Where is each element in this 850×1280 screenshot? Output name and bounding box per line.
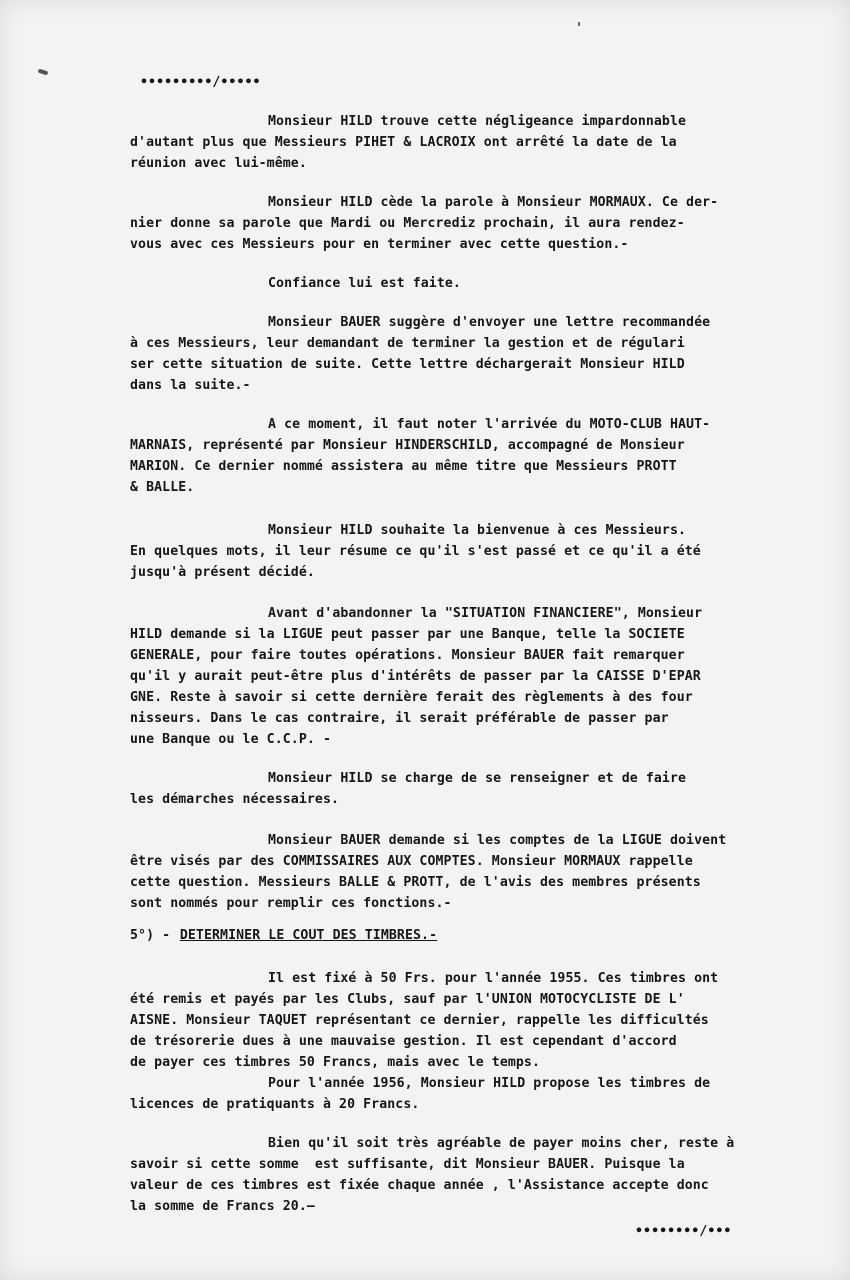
text-line: qu'il y aurait peut-être plus d'intérêts de passer par la CAISSE D'EPAR [130,669,701,684]
text-line: à ces Messieurs, leur demandant de terminer la gestion et de régulari [130,336,685,351]
text-line: Monsieur HILD souhaite la bienvenue à ces Messieurs. [268,523,687,538]
text-line: Monsieur BAUER suggère d'envoyer une lettre recommandée [268,315,711,330]
text-line: savoir si cette somme est suffisante, dit Monsieur BAUER. Puisque la [130,1157,685,1172]
text-line: la somme de Francs 20.— [130,1199,315,1214]
text-line: jusqu'à présent décidé. [130,565,315,580]
continuation-marker-top: •••••••••/••••• [140,75,261,90]
text-line: Pour l'année 1956, Monsieur HILD propose les timbres de [268,1076,711,1091]
text-line: Monsieur HILD se charge de se renseigner et de faire [268,771,687,786]
text-line: MARNAIS, représenté par Monsieur HINDERSCHILD, accompagné de Monsieur [130,438,685,453]
text-line: AISNE. Monsieur TAQUET représentant ce dernier, rappelle les difficultés [130,1013,709,1028]
paragraph-renseigner [130,768,830,810]
paragraph-negligence [130,111,830,174]
text-line: sont nommés pour remplir ces fonctions.- [130,896,452,911]
text-line: GENERALE, pour faire toutes opérations. Monsieur BAUER fait remarquer [130,648,685,663]
text-line: cette question. Messieurs BALLE & PROTT, de l'avis des membres présents [130,875,701,890]
paper-mark [38,69,49,76]
text-line: A ce moment, il faut noter l'arrivée du MOTO-CLUB HAUT- [268,417,711,432]
text-line: ser cette situation de suite. Cette lettre déchargerait Monsieur HILD [130,357,685,372]
paragraph-bauer-lettre [130,312,830,396]
section-heading [130,924,830,946]
paragraph-somme-acceptee [130,1133,830,1217]
text-line: une Banque ou le C.C.P. - [130,732,331,747]
text-line: MARION. Ce dernier nommé assistera au même titre que Messieurs PROTT [130,459,677,474]
paragraph-timbres-1955 [130,968,830,1073]
text-line: & BALLE. [130,480,195,495]
text-line: nier donne sa parole que Mardi ou Mercrediz prochain, il aura rendez- [130,216,685,231]
text-line: HILD demande si la LIGUE peut passer par une Banque, telle la SOCIETE [130,627,685,642]
text-line: Bien qu'il soit très agréable de payer moins cher, reste à [268,1136,735,1151]
text-line: Avant d'abandonner la "SITUATION FINANCIERE", Monsieur [268,606,703,621]
text-line: de trésorerie dues à une mauvaise gestion. Il est cependant d'accord [130,1034,677,1049]
paragraph-timbres-1956 [130,1073,830,1115]
text-line: En quelques mots, il leur résume ce qu'il s'est passé et ce qu'il a été [130,544,701,559]
paragraph-situation-financiere [130,603,830,750]
text-line: vous avec ces Messieurs pour en terminer avec cette question.- [130,237,629,252]
paragraph-confiance [130,273,830,294]
text-line: été remis et payés par les Clubs, sauf par l'UNION MOTOCYCLISTE DE L' [130,992,685,1007]
text-line: valeur de ces timbres est fixée chaque année , l'Assistance accepte donc [130,1178,709,1193]
text-line: d'autant plus que Messieurs PIHET & LACROIX ont arrêté la date de la [130,135,677,150]
continuation-marker-bottom: ••••••••/••• [635,1224,732,1239]
paper-speck [578,22,580,26]
text-line: Monsieur HILD cède la parole à Monsieur MORMAUX. Ce der- [268,195,719,210]
section-title: DETERMINER LE COUT DES TIMBRES.- [179,928,438,943]
text-line: être visés par des COMMISSAIRES AUX COMPTES. Monsieur MORMAUX rappelle [130,854,693,869]
section-number: 5°) - [130,928,171,943]
text-line: Confiance lui est faite. [268,276,461,291]
text-line: GNE. Reste à savoir si cette dernière ferait des règlements à des four [130,690,693,705]
text-line: dans la suite.- [130,378,251,393]
text-line: nisseurs. Dans le cas contraire, il serait préférable de passer par [130,711,669,726]
text-line: les démarches nécessaires. [130,792,340,807]
text-line: de payer ces timbres 50 Francs, mais avec le temps. [130,1055,541,1070]
text-line: Monsieur BAUER demande si les comptes de la LIGUE doivent [268,833,727,848]
text-line: Monsieur HILD trouve cette négligeance impardonnable [268,114,687,129]
paragraph-moto-club [130,414,830,498]
document-body [130,72,830,1242]
text-line: Il est fixé à 50 Frs. pour l'année 1955. Ces timbres ont [268,971,719,986]
paragraph-commissaires [130,830,830,914]
paragraph-mormaux [130,192,830,255]
paragraph-bienvenue [130,520,830,583]
text-line: réunion avec lui-même. [130,156,307,171]
text-line: licences de pratiquants à 20 Francs. [130,1097,420,1112]
